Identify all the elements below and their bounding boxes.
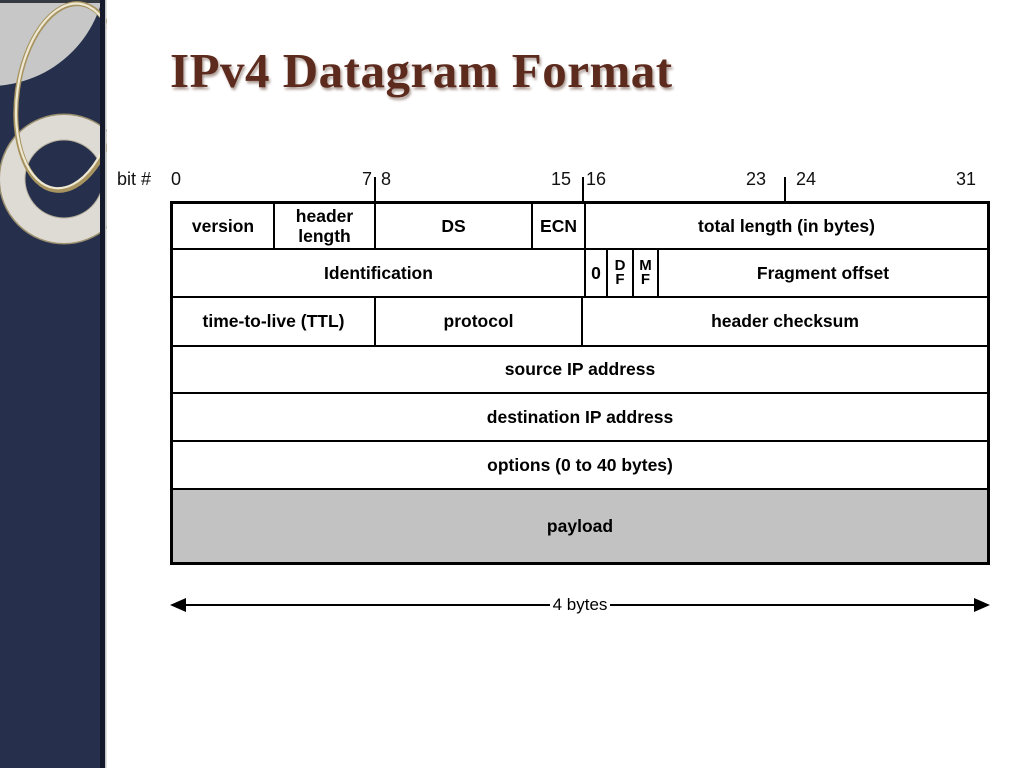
table-row-word3 — [173, 298, 987, 347]
arrow-line-left — [186, 604, 550, 607]
cell-reserved-flag — [586, 250, 608, 296]
cell-payload — [173, 490, 987, 562]
bit-number-16: 16 — [586, 169, 607, 189]
page-title: IPv4 Datagram Format — [170, 43, 673, 98]
bit-number-24: 24 — [796, 169, 817, 189]
sidebar-ornament-graphic — [0, 0, 107, 768]
cell-options — [173, 442, 987, 488]
cell-header-length — [275, 204, 376, 248]
cell-label: destination IP address — [486, 406, 674, 427]
cell-protocol — [376, 298, 583, 345]
cell-fragment-offset — [659, 250, 987, 296]
cell-label: F — [640, 271, 651, 288]
bit-boundary-tick-15-16 — [582, 177, 584, 202]
cell-header-checksum — [583, 298, 987, 345]
cell-label: DS — [441, 215, 466, 236]
bit-number-0: 0 — [171, 169, 182, 189]
cell-label: protocol — [443, 311, 514, 332]
bit-boundary-tick-7-8 — [374, 177, 376, 202]
table-row-options — [173, 442, 987, 490]
cell-label: source IP address — [504, 359, 656, 380]
cell-destination-ip — [173, 394, 987, 440]
cell-label: Identification — [324, 262, 433, 283]
cell-label: payload — [546, 515, 614, 536]
arrowhead-left-icon — [170, 598, 186, 612]
cell-label: Fragment offset — [756, 262, 890, 283]
cell-label: version — [191, 215, 255, 236]
cell-mf-flag — [634, 250, 659, 296]
table-row-destination-ip — [173, 394, 987, 442]
cell-ds — [376, 204, 533, 248]
table-row-payload — [173, 490, 987, 562]
arrow-label: 4 bytes — [552, 595, 608, 614]
table-row-word1 — [173, 204, 987, 250]
bit-number-7: 7 — [361, 169, 372, 189]
cell-label: header checksum — [711, 311, 859, 332]
sidebar-top-edge — [0, 0, 104, 3]
ipv4-header-diagram — [170, 201, 990, 565]
cell-label: total length (in bytes) — [698, 215, 875, 236]
bit-axis-label: bit # — [117, 169, 152, 189]
table-row-source-ip — [173, 347, 987, 394]
cell-label: 0 — [591, 262, 601, 283]
cell-label: M — [639, 257, 652, 274]
cell-label: D — [614, 257, 626, 274]
word-width-arrow — [170, 596, 990, 614]
cell-identification — [173, 250, 586, 296]
cell-source-ip — [173, 347, 987, 392]
bit-number-8: 8 — [381, 169, 392, 189]
cell-label: ECN — [540, 215, 577, 236]
sidebar-highlight-edge — [105, 0, 107, 768]
cell-label: header length — [295, 205, 354, 246]
cell-label: time-to-live (TTL) — [202, 311, 345, 332]
cell-total-length — [586, 204, 987, 248]
sidebar-decoration — [0, 0, 107, 768]
bit-number-23: 23 — [745, 169, 766, 189]
bit-boundary-tick-23-24 — [784, 177, 786, 202]
bit-number-31: 31 — [955, 169, 976, 189]
bit-number-15: 15 — [550, 169, 571, 189]
table-row-word2 — [173, 250, 987, 298]
cell-version — [173, 204, 275, 248]
sidebar-right-edge — [100, 0, 105, 768]
cell-label: F — [615, 271, 625, 288]
cell-ecn — [533, 204, 586, 248]
arrowhead-right-icon — [974, 598, 990, 612]
arrow-line-right — [610, 604, 974, 607]
cell-ttl — [173, 298, 376, 345]
cell-df-flag — [608, 250, 634, 296]
cell-label: options (0 to 40 bytes) — [487, 454, 673, 475]
